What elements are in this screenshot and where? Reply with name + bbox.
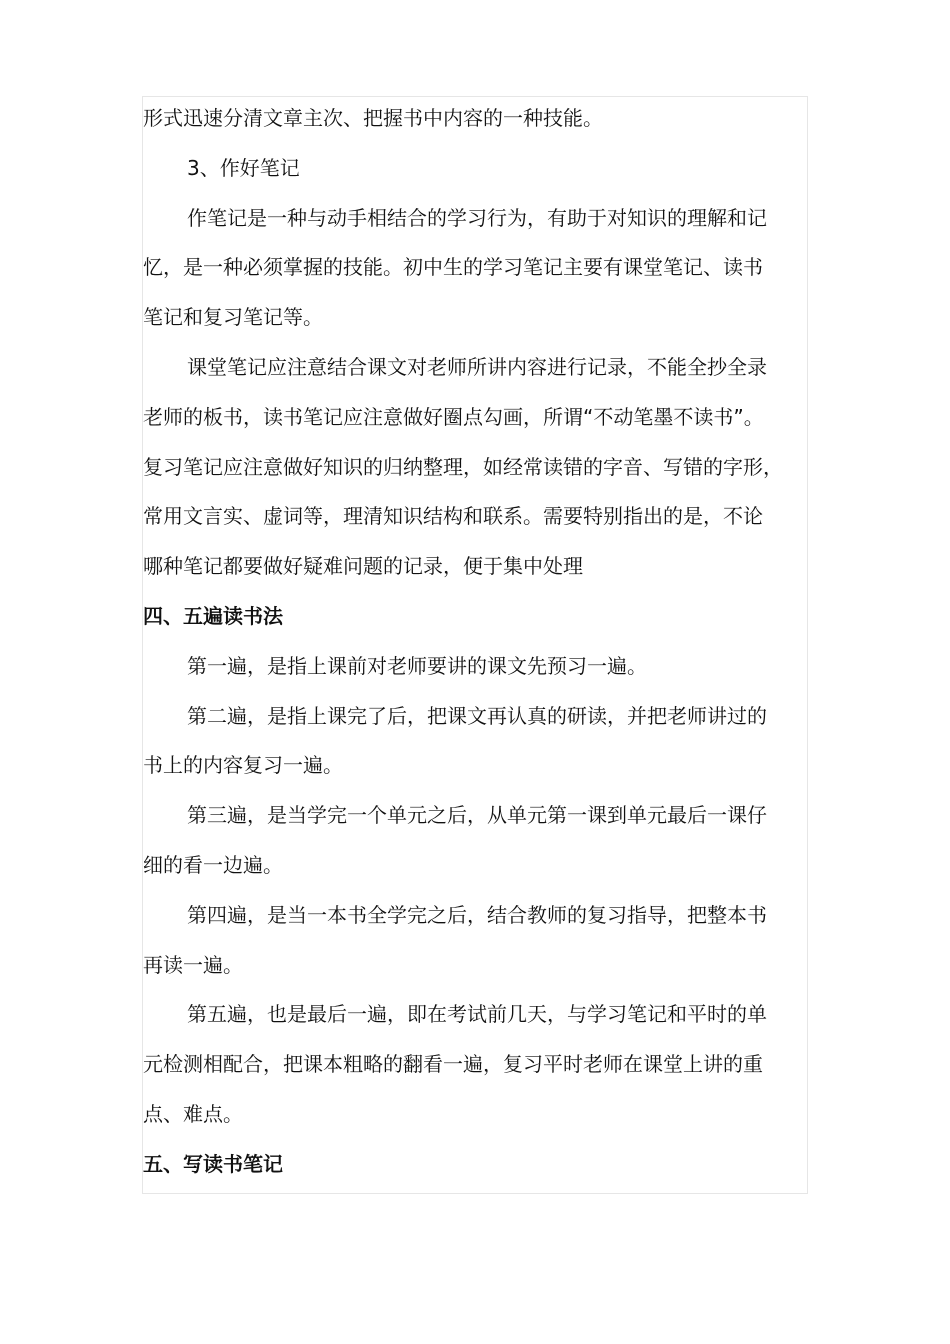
- paragraph-line: 第五遍，也是最后一遍，即在考试前几天，与学习笔记和平时的单: [187, 1002, 767, 1027]
- section-subheading: 3、作好笔记: [187, 155, 300, 180]
- section-heading: 五、写读书笔记: [143, 1151, 283, 1176]
- paragraph-line: 忆，是一种必须掌握的技能。初中生的学习笔记主要有课堂笔记、读书: [143, 255, 763, 280]
- paragraph-line: 书上的内容复习一遍。: [143, 753, 343, 778]
- paragraph-line: 课堂笔记应注意结合课文对老师所讲内容进行记录，不能全抄全录: [187, 354, 767, 379]
- section-heading: 四、五遍读书法: [143, 603, 283, 628]
- paragraph-line: 第三遍，是当学完一个单元之后，从单元第一课到单元最后一课仔: [187, 803, 767, 828]
- document-body: [143, 94, 818, 1190]
- paragraph-line: 形式迅速分清文章主次、把握书中内容的一种技能。: [143, 106, 603, 130]
- paragraph-line: 作笔记是一种与动手相结合的学习行为，有助于对知识的理解和记: [187, 205, 767, 230]
- paragraph-line: 元检测相配合，把课本粗略的翻看一遍，复习平时老师在课堂上讲的重: [143, 1052, 763, 1077]
- paragraph-line: 细的看一边遍。: [143, 852, 283, 877]
- paragraph-line: 第四遍，是当一本书全学完之后，结合教师的复习指导，把整本书: [187, 902, 767, 927]
- paragraph-line: 笔记和复习笔记等。: [143, 305, 323, 330]
- paragraph-line: 第一遍，是指上课前对老师要讲的课文先预习一遍。: [187, 653, 647, 678]
- paragraph-line: 老师的板书，读书笔记应注意做好圈点勾画，所谓“不动笔墨不读书”。: [143, 404, 764, 429]
- paragraph-line: 复习笔记应注意做好知识的归纳整理，如经常读错的字音、写错的字形，: [143, 454, 783, 479]
- paragraph-line: 哪种笔记都要做好疑难问题的记录，便于集中处理: [143, 554, 583, 579]
- paragraph-line: 点、难点。: [143, 1101, 243, 1126]
- paragraph-line: 第二遍，是指上课完了后，把课文再认真的研读，并把老师讲过的: [187, 703, 767, 728]
- paragraph-line: 再读一遍。: [143, 952, 243, 977]
- paragraph-line: 常用文言实、虚词等，理清知识结构和联系。需要特别指出的是，不论: [143, 504, 763, 529]
